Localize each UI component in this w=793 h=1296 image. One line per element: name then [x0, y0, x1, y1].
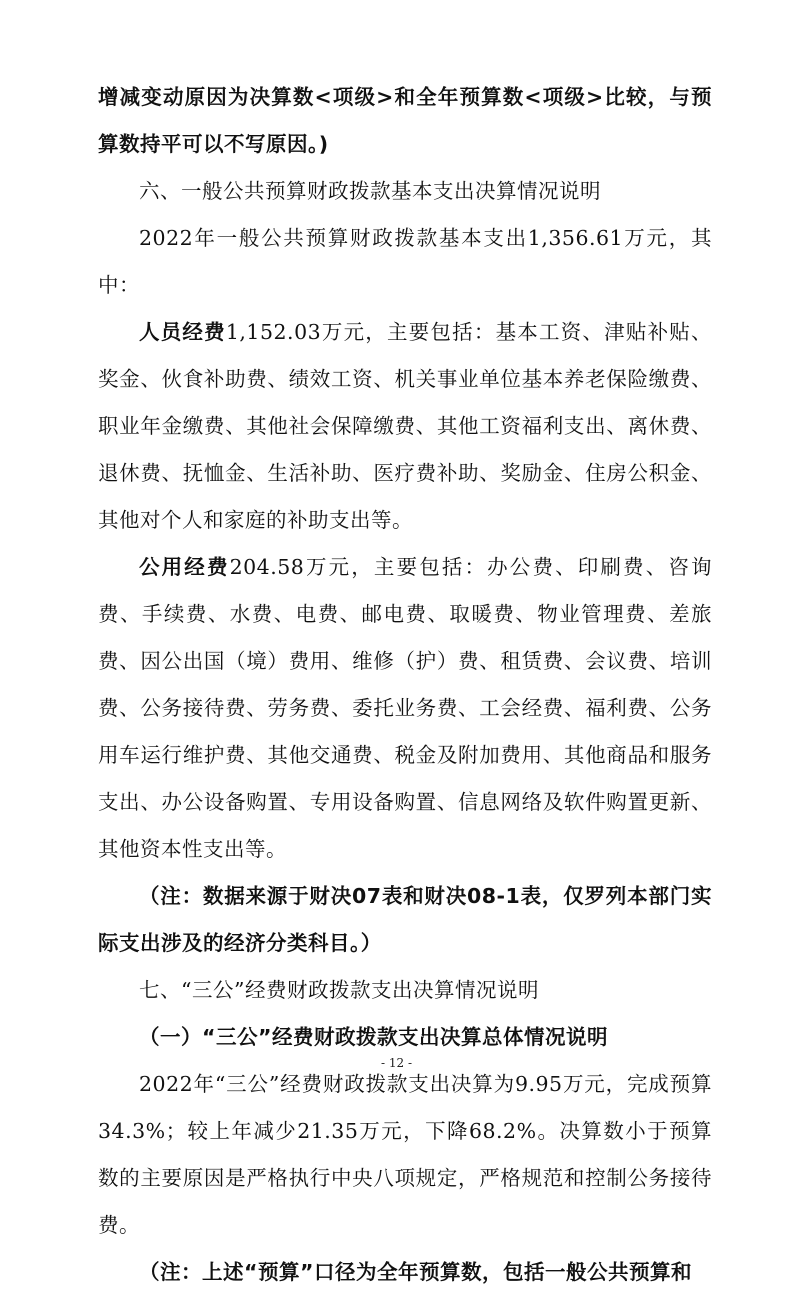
- section-six-heading: 六、一般公共预算财政拨款基本支出决算情况说明: [139, 179, 601, 203]
- public-expenses-label: 公用经费: [139, 555, 230, 579]
- personnel-expenses-text: 1,152.03万元，主要包括：基本工资、津贴补贴、奖金、伙食补助费、绩效工资、机关事业单位基本养老保险缴费、职业年金缴费、其他社会保障缴费、其他工资福利支出、离休费、退休费、抚恤金、生活补助、医疗费补助、奖励金、住房公积金、其他对个人和家庭的补助支出等。: [98, 320, 712, 532]
- budget-scope-note: （注：上述“预算”口径为全年预算数，包括一般公共预算和: [139, 1260, 692, 1284]
- basic-expenditure-summary: 2022年一般公共预算财政拨款基本支出1,356.61万元，其中：: [98, 226, 712, 297]
- document-body: [98, 74, 712, 1296]
- page-number: - 12 -: [380, 1056, 412, 1070]
- subsection-one-heading: （一）“三公”经费财政拨款支出决算总体情况说明: [139, 1025, 608, 1049]
- public-expenses-text: 204.58万元，主要包括：办公费、印刷费、咨询费、手续费、水费、电费、邮电费、取暖费、物业管理费、差旅费、因公出国（境）费用、维修（护）费、租赁费、会议费、培训费、公务接待费、劳务费、委托业务费、工会经费、福利费、公务用车运行维护费、其他交通费、税金及附加费用、其他商品和服务支出、办公设备购置、专用设备购置、信息网络及软件购置更新、其他资本性支出等。: [98, 555, 712, 861]
- data-source-note: （注：数据来源于财决07表和财决08-1表，仅罗列本部门实际支出涉及的经济分类科目。）: [98, 884, 712, 955]
- public-expenses-paragraph: [98, 544, 712, 873]
- continued-note-paragraph: 增减变动原因为决算数<项级>和全年预算数<项级>比较，与预算数持平可以不写原因。): [98, 85, 712, 156]
- three-public-summary: 2022年“三公”经费财政拨款支出决算为9.95万元，完成预算34.3%；较上年减少21.35万元，下降68.2%。决算数小于预算数的主要原因是严格执行中央八项规定，严格规范和控制公务接待费。: [98, 1072, 712, 1237]
- personnel-expenses-label: 人员经费: [139, 320, 226, 344]
- section-seven-heading: 七、“三公”经费财政拨款支出决算情况说明: [139, 978, 539, 1002]
- personnel-expenses-paragraph: [98, 309, 712, 544]
